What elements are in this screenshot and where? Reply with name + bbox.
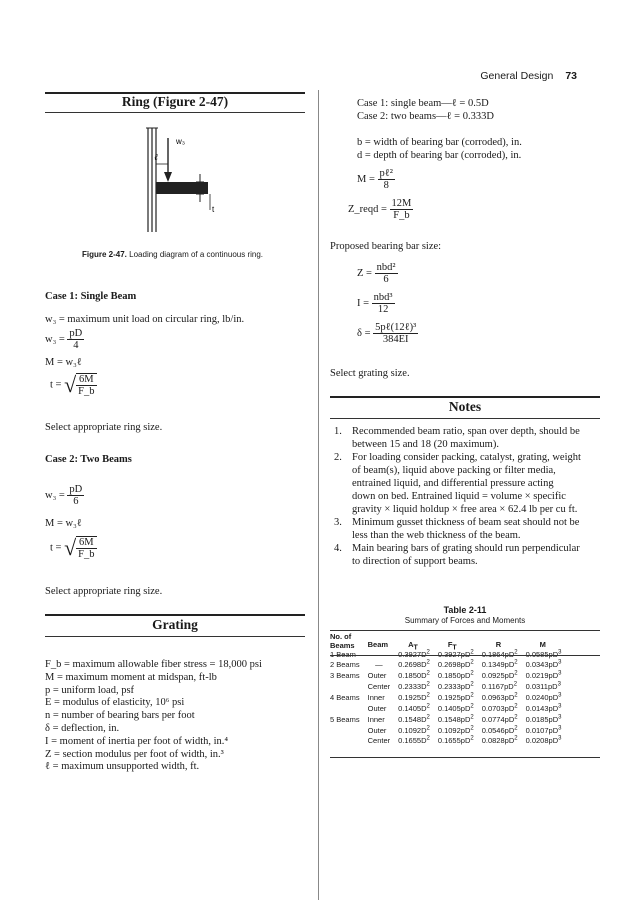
notes-list xyxy=(332,425,602,568)
table-cell: $0.0546pD^2$ xyxy=(481,725,518,735)
grating-def-z: Z = section modulus per foot of width, in.³ xyxy=(45,748,224,760)
note-line: less than the web thickness of the beam. xyxy=(352,530,521,541)
note-line: Minimum gusset thickness of beam seat should not be xyxy=(352,517,580,528)
table-cell: $0.0774pD^2$ xyxy=(481,714,518,724)
table-cell: $0.1925D^2$ xyxy=(398,692,430,702)
eq-m-case1: M = w₃ℓ xyxy=(45,357,82,368)
eq-num: nbd³ xyxy=(373,292,393,303)
thickness-label: t xyxy=(212,205,215,214)
table-cell: $0.1655D^2$ xyxy=(398,735,430,745)
table-cell: $0.1349pD^2$ xyxy=(481,659,518,669)
select-ring-size-2: Select appropriate ring size. xyxy=(45,586,163,597)
table-cell: $0.2333D^2$ xyxy=(398,681,430,691)
eq-lhs: δ = xyxy=(357,327,371,339)
eq-num: 5pℓ(12ℓ)³ xyxy=(375,322,417,333)
table-cell: $0.1864pD^2$ xyxy=(481,649,518,659)
eq-zreqd xyxy=(348,198,413,221)
table-row xyxy=(326,660,565,670)
table-cell xyxy=(326,704,364,714)
table-cell: Outer xyxy=(367,726,387,735)
eq-w3-case1 xyxy=(45,328,84,351)
eq-t-case2: t = √ $\frac{6M}{F\_b}$ xyxy=(50,535,95,560)
load-label: w₃ xyxy=(176,137,186,146)
note-item xyxy=(332,516,602,542)
eq-deflection xyxy=(357,322,418,345)
table-cell: $0.0208pD^3$ xyxy=(525,735,562,745)
eq-i-inertia xyxy=(357,292,395,315)
note-item xyxy=(332,425,602,451)
eq-num: 6M xyxy=(79,537,94,548)
table-cell: Inner xyxy=(367,693,385,702)
right-case1: Case 1: single beam—ℓ = 0.5D xyxy=(357,98,489,109)
eq-lhs: t = xyxy=(50,542,62,554)
eq-num: pD xyxy=(69,328,83,339)
table-cell: Outer xyxy=(367,704,387,713)
table-cell: $0.3927D^2$ xyxy=(398,649,430,659)
notes-top-rule xyxy=(330,396,600,398)
grating-title-rule xyxy=(45,636,305,637)
table-cell: $0.1405pD^2$ xyxy=(437,703,474,713)
note-number: 2. xyxy=(334,452,342,463)
grating-def-fb: F_b = maximum allowable fiber stress = 18,000 psi xyxy=(45,659,262,670)
figure-caption xyxy=(82,250,263,259)
eq-num: 12M xyxy=(391,198,412,209)
note-line: Main bearing bars of grating should run perpendicular xyxy=(352,543,580,554)
ring-section-title: Ring (Figure 2-47) xyxy=(121,94,229,109)
table-cell: $0.2333pD^2$ xyxy=(437,681,474,691)
select-ring-size-1: Select appropriate ring size. xyxy=(45,422,163,433)
table-cell: 3 Beams xyxy=(330,671,360,680)
note-line: to direction of support beams. xyxy=(352,556,478,567)
grating-def-i: I = moment of inertia per foot of width, in.⁴ xyxy=(45,735,229,747)
table-cell: $0.1850pD^2$ xyxy=(437,670,474,680)
table-row xyxy=(326,692,565,704)
eq-lhs: w₃ = xyxy=(45,489,65,501)
table-header-row xyxy=(326,632,565,650)
col-header-beams: No. of Beams xyxy=(330,632,355,650)
eq-num: pℓ² xyxy=(379,168,393,179)
table-cell: $0.1167pD^2$ xyxy=(481,681,518,691)
eq-lhs: Z = xyxy=(357,267,372,279)
case2-heading: Case 2: Two Beams xyxy=(45,454,132,465)
table-cell: $0.1092pD^2$ xyxy=(437,725,474,735)
eq-t-case1: t = √ $\frac{6M}{F\_b}$ xyxy=(50,372,95,397)
table-row xyxy=(326,704,565,714)
table-row xyxy=(326,682,565,692)
table-row xyxy=(326,726,565,736)
grating-def-l: ℓ = maximum unsupported width, ft. xyxy=(45,761,200,773)
note-line: Recommended beam ratio, span over depth, should be xyxy=(352,426,580,437)
case1-heading: Case 1: Single Beam xyxy=(45,291,137,302)
table-cell: Center xyxy=(367,736,391,745)
span-label: ℓ xyxy=(154,152,158,162)
table-row xyxy=(326,736,565,746)
eq-lhs: w₃ = xyxy=(45,333,65,345)
col-header-ft: $F_T$ xyxy=(447,640,457,652)
table-top-rule xyxy=(330,630,600,631)
eq-m-grating xyxy=(357,168,395,191)
table-cell: $0.1925pD^2$ xyxy=(437,692,474,702)
table-cell: $0.0828pD^2$ xyxy=(481,735,518,745)
table-cell: $0.1850D^2$ xyxy=(398,670,430,680)
note-line: gravity × liquid holdup × free area × 62.4 lb per cu ft. xyxy=(352,504,578,515)
table-cell: $0.0703pD^2$ xyxy=(481,703,518,713)
grating-def-m: M = maximum moment at midspan, ft-lb xyxy=(45,671,217,683)
table-cell: $0.0107pD^3$ xyxy=(525,725,562,735)
ring-title-rule xyxy=(45,112,305,113)
grating-definitions xyxy=(45,659,262,774)
col-header-r: R xyxy=(495,640,502,649)
table-cell: 1 Beam xyxy=(330,650,356,659)
table-cell: Center xyxy=(367,682,391,691)
note-line: down on bed. Entrained liquid = volume × specific xyxy=(352,491,566,502)
d-definition: d = depth of bearing bar (corroded), in. xyxy=(357,150,522,161)
table-cell: $0.2698D^2$ xyxy=(398,659,430,669)
eq-den: F_b xyxy=(78,549,95,560)
eq-den: 12 xyxy=(372,303,395,315)
eq-num: nbd² xyxy=(376,262,396,273)
table-cell: $0.1405D^2$ xyxy=(398,703,430,713)
table-cell: $0.0343pD^3$ xyxy=(525,659,562,669)
table-title: Table 2-11 xyxy=(443,605,487,615)
notes-section-title: Notes xyxy=(448,399,482,414)
table-cell: $0.0925pD^2$ xyxy=(481,670,518,680)
eq-den: 384EI xyxy=(373,333,418,345)
eq-m-case2: M = w₃ℓ xyxy=(45,518,82,529)
table-header-rule xyxy=(330,655,600,656)
table-cell: $0.0311pD^3$ xyxy=(525,681,561,691)
grating-def-n: n = number of bearing bars per foot xyxy=(45,710,195,722)
table-cell: $0.0963pD^2$ xyxy=(481,692,518,702)
eq-lhs: Z_reqd = xyxy=(348,203,387,215)
note-number: 3. xyxy=(334,517,342,528)
table-cell: 4 Beams xyxy=(330,693,360,702)
table-cell: $0.1548pD^2$ xyxy=(437,714,474,724)
table-cell: $0.1092D^2$ xyxy=(398,725,430,735)
table-cell: $0.1548D^2$ xyxy=(398,714,430,724)
table-cell: $0.0143pD^3$ xyxy=(525,703,562,713)
table-cell: $0.0219pD^3$ xyxy=(525,670,562,680)
table-cell: — xyxy=(375,650,383,659)
col-header-m: M xyxy=(539,640,546,649)
eq-den: 8 xyxy=(378,179,395,191)
col-header-at: $A_T$ xyxy=(408,640,418,652)
grating-def-p: p = uniform load, psf xyxy=(45,684,135,696)
note-line: between 15 and 18 (20 maximum). xyxy=(352,439,499,450)
note-item xyxy=(332,451,602,516)
page-number: 73 xyxy=(565,70,577,82)
table-subtitle: Summary of Forces and Moments xyxy=(404,616,526,625)
note-number: 1. xyxy=(334,426,342,437)
figure-caption-text: Loading diagram of a continuous ring. xyxy=(129,250,264,259)
table-cell: 5 Beams xyxy=(330,715,360,724)
note-number: 4. xyxy=(334,543,342,554)
eq-num: pD xyxy=(69,484,83,495)
grating-section-title: Grating xyxy=(152,617,198,632)
running-header xyxy=(480,70,577,82)
table-bottom-rule xyxy=(330,757,600,758)
eq-den: 6 xyxy=(67,495,84,507)
header-title: General Design xyxy=(480,70,554,82)
table-cell xyxy=(326,726,364,736)
table-cell: $0.3927pD^2$ xyxy=(437,649,474,659)
table-row xyxy=(326,670,565,682)
eq-den: F_b xyxy=(390,209,414,221)
eq-lhs: t = xyxy=(50,379,62,391)
table-cell: Inner xyxy=(367,715,385,724)
proposed-bar-size: Proposed bearing bar size: xyxy=(330,241,442,252)
eq-z-section xyxy=(357,262,398,285)
table-body xyxy=(326,650,565,746)
select-grating-size: Select grating size. xyxy=(330,368,410,379)
note-item xyxy=(332,542,602,568)
table-cell: Outer xyxy=(367,671,387,680)
table-cell: $0.0185pD^3$ xyxy=(525,714,562,724)
table-cell xyxy=(326,736,364,746)
table-cell: $0.0585pD^3$ xyxy=(525,649,562,659)
table-cell: 2 Beams xyxy=(330,660,360,669)
eq-num: 6M xyxy=(79,374,94,385)
forces-moments-table xyxy=(326,632,565,746)
eq-lhs: M = xyxy=(357,173,375,185)
eq-w3-case2 xyxy=(45,484,84,507)
note-line: entrained liquid, and differential pressure acting xyxy=(352,478,554,489)
table-cell: $0.2698pD^2$ xyxy=(437,659,474,669)
grating-top-rule xyxy=(45,614,305,616)
right-case2: Case 2: two beams—ℓ = 0.333D xyxy=(357,111,494,122)
grating-def-delta: δ = deflection, in. xyxy=(45,722,120,734)
table-cell: $0.0240pD^3$ xyxy=(525,692,562,702)
eq-lhs: I = xyxy=(357,297,370,309)
table-cell: $0.1655pD^2$ xyxy=(437,735,474,745)
col-header-beam: Beam xyxy=(367,640,389,649)
column-divider xyxy=(318,90,319,900)
note-line: For loading consider packing, catalyst, grating, weight xyxy=(352,452,581,463)
table-row xyxy=(326,714,565,726)
notes-title-rule xyxy=(330,418,600,419)
eq-den: F_b xyxy=(78,386,95,397)
grating-def-e: E = modulus of elasticity, 10⁶ psi xyxy=(45,697,185,709)
eq-den: 4 xyxy=(67,339,84,351)
table-cell: — xyxy=(375,660,383,669)
table-cell xyxy=(326,682,364,692)
ring-loading-diagram xyxy=(120,120,230,240)
w3-definition: w₃ = maximum unit load on circular ring, lb/in. xyxy=(45,314,245,325)
figure-caption-number: Figure 2-47. xyxy=(82,250,127,259)
b-definition: b = width of bearing bar (corroded), in. xyxy=(357,137,522,148)
eq-den: 6 xyxy=(375,273,398,285)
note-line: of beam(s), liquid above packing or filter media, xyxy=(352,465,556,476)
